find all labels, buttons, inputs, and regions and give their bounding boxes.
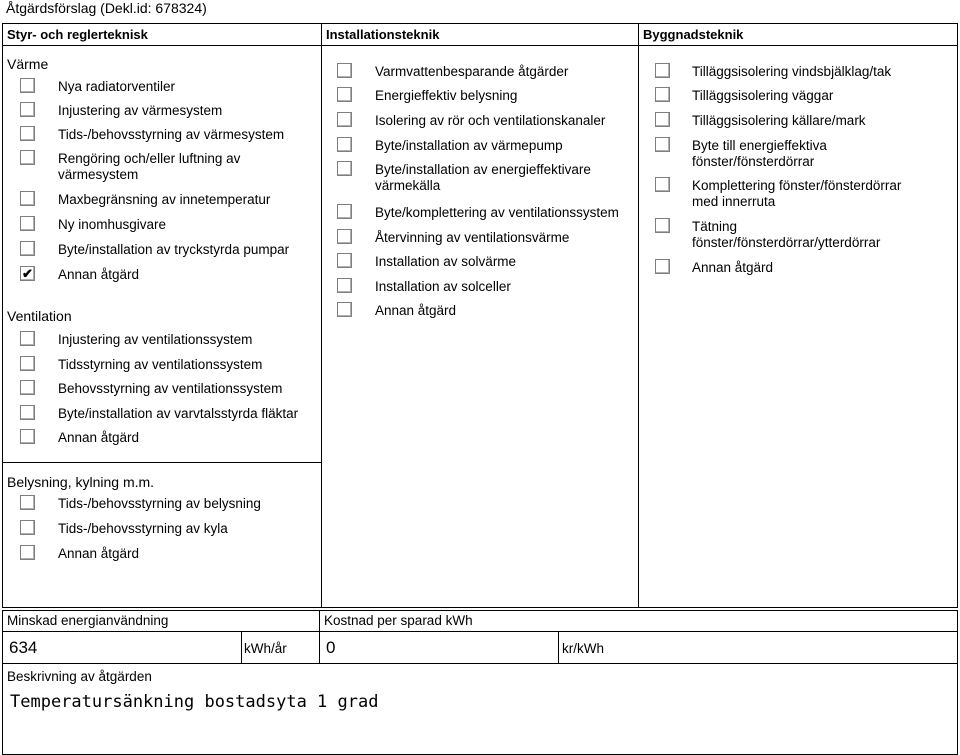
column-divider-2 bbox=[638, 23, 639, 608]
checkbox-label: Installation av solvärme bbox=[375, 254, 517, 269]
energi-unit-divider bbox=[241, 631, 242, 663]
kostnad-unit: kr/kWh bbox=[562, 641, 604, 656]
checkbox[interactable] bbox=[337, 253, 352, 268]
checkbox[interactable] bbox=[20, 520, 35, 535]
section-heading-ventilation: Ventilation bbox=[7, 308, 72, 324]
checkbox[interactable] bbox=[20, 126, 35, 141]
checkbox-label: Ny inomhusgivare bbox=[58, 217, 167, 232]
checkbox[interactable] bbox=[20, 429, 35, 444]
energi-value[interactable]: 634 bbox=[9, 638, 38, 657]
checkbox[interactable] bbox=[20, 545, 35, 560]
checkbox-label: Tilläggsisolering källare/mark bbox=[692, 113, 866, 128]
checkbox-label: Maxbegränsning av innetemperatur bbox=[58, 192, 271, 207]
checkbox-label: Byte/installation av varvtalsstyrda fläktar bbox=[58, 406, 299, 421]
checkbox[interactable] bbox=[20, 380, 35, 395]
checkmark-icon: ✔ bbox=[22, 266, 33, 281]
checkbox-label: Tätning fönster/fönsterdörrar/ytterdörrar bbox=[692, 219, 881, 250]
kostnad-label: Kostnad per sparad kWh bbox=[324, 613, 473, 628]
checkbox-label: Tidsstyrning av ventilationssystem bbox=[58, 357, 263, 372]
checkbox-label: Byte/installation av tryckstyrda pumpar bbox=[58, 242, 290, 257]
energi-label: Minskad energianvändning bbox=[7, 613, 169, 628]
checkbox-label: Annan åtgärd bbox=[58, 267, 140, 282]
checkbox[interactable] bbox=[655, 87, 670, 102]
checkbox-label: Nya radiatorventiler bbox=[58, 79, 176, 94]
checkbox[interactable] bbox=[337, 161, 352, 176]
checkbox[interactable] bbox=[20, 405, 35, 420]
page-title: Åtgärdsförslag (Dekl.id: 678324) bbox=[6, 0, 207, 16]
beskrivning-value[interactable]: Temperatursänkning bostadsyta 1 grad bbox=[10, 692, 379, 712]
checkbox-label: Energieffektiv belysning bbox=[375, 88, 518, 103]
checkbox-label: Byte till energieffektiva fönster/fönsterdörrar bbox=[692, 138, 827, 169]
column-divider-1 bbox=[321, 23, 322, 608]
kostnad-value[interactable]: 0 bbox=[326, 638, 336, 657]
checkbox[interactable] bbox=[20, 102, 35, 117]
section-heading-varme: Värme bbox=[7, 56, 49, 72]
summary-divider bbox=[319, 610, 320, 663]
beskrivning-label: Beskrivning av åtgärden bbox=[7, 669, 152, 684]
header-divider bbox=[2, 45, 958, 46]
checkbox[interactable] bbox=[20, 266, 35, 281]
checkbox-label: Injustering av värmesystem bbox=[58, 103, 223, 118]
checkbox[interactable] bbox=[20, 191, 35, 206]
kostnad-top-line bbox=[319, 631, 958, 632]
checkbox[interactable] bbox=[20, 495, 35, 510]
checkbox[interactable] bbox=[20, 150, 35, 165]
kostnad-unit-divider bbox=[558, 631, 559, 663]
checkbox[interactable] bbox=[20, 241, 35, 256]
checkbox-label: Komplettering fönster/fönsterdörrar med innerruta bbox=[692, 178, 902, 209]
checkbox[interactable] bbox=[337, 112, 352, 127]
energi-top-line bbox=[2, 631, 320, 632]
checkbox-label: Tids-/behovsstyrning av kyla bbox=[58, 521, 228, 536]
belysning-divider bbox=[2, 462, 322, 463]
checkbox[interactable] bbox=[337, 278, 352, 293]
checkbox-label: Isolering av rör och ventilationskanaler bbox=[375, 113, 606, 128]
checkbox[interactable] bbox=[655, 63, 670, 78]
checkbox-label: Annan åtgärd bbox=[375, 303, 457, 318]
section-heading-belysning: Belysning, kylning m.m. bbox=[7, 474, 155, 490]
checkbox-label: Tids-/behovsstyrning av belysning bbox=[58, 496, 261, 511]
checkbox[interactable] bbox=[20, 78, 35, 93]
checkbox[interactable] bbox=[337, 87, 352, 102]
column-heading-bygg: Byggnadsteknik bbox=[643, 27, 744, 42]
checkbox[interactable] bbox=[337, 204, 352, 219]
checkbox-label: Installation av solceller bbox=[375, 279, 511, 294]
checkbox[interactable] bbox=[337, 63, 352, 78]
checkbox-label: Byte/installation av värmepump bbox=[375, 138, 563, 153]
checkbox-label: Annan åtgärd bbox=[58, 546, 140, 561]
checkbox[interactable] bbox=[20, 216, 35, 231]
checkbox-label: Tilläggsisolering väggar bbox=[692, 88, 834, 103]
checkbox[interactable] bbox=[655, 259, 670, 274]
checkbox[interactable] bbox=[337, 229, 352, 244]
column-heading-styr: Styr- och reglerteknisk bbox=[7, 27, 148, 42]
checkbox-label: Byte/komplettering av ventilationssystem bbox=[375, 205, 619, 220]
checkbox-label: Behovsstyrning av ventilationssystem bbox=[58, 381, 283, 396]
checkbox[interactable] bbox=[20, 356, 35, 371]
checkbox[interactable] bbox=[655, 137, 670, 152]
checkbox-label: Varmvattenbesparande åtgärder bbox=[375, 64, 569, 79]
checkbox[interactable] bbox=[337, 302, 352, 317]
checkbox-label: Byte/installation av energieffektivare värmekälla bbox=[375, 162, 591, 193]
checkbox-label: Annan åtgärd bbox=[58, 430, 140, 445]
checkbox[interactable] bbox=[337, 137, 352, 152]
checkbox[interactable] bbox=[655, 112, 670, 127]
column-heading-installation: Installationsteknik bbox=[326, 27, 440, 42]
summary-hline bbox=[2, 663, 958, 664]
checkbox-label: Rengöring och/eller luftning av värmesystem bbox=[58, 151, 241, 182]
energi-unit: kWh/år bbox=[244, 641, 287, 656]
checkbox-label: Tids-/behovsstyrning av värmesystem bbox=[58, 127, 285, 142]
checkbox-label: Annan åtgärd bbox=[692, 260, 774, 275]
checkbox[interactable] bbox=[655, 177, 670, 192]
checkbox-label: Tilläggsisolering vindsbjälklag/tak bbox=[692, 64, 892, 79]
checkbox-label: Återvinning av ventilationsvärme bbox=[375, 230, 570, 245]
checkbox[interactable] bbox=[20, 331, 35, 346]
checkbox[interactable] bbox=[655, 218, 670, 233]
checkbox-label: Injustering av ventilationssystem bbox=[58, 332, 253, 347]
